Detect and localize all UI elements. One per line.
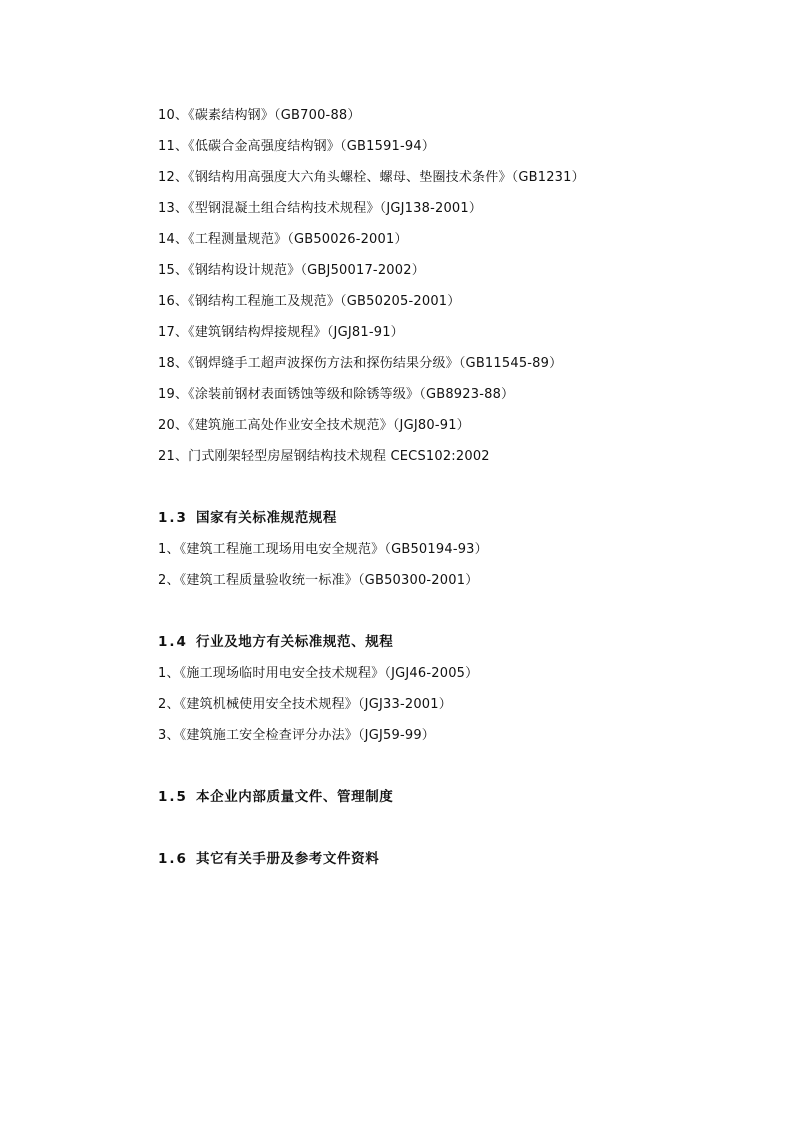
section-heading-1-5 xyxy=(158,782,758,813)
list-item: 13、《型钢混凝土组合结构技术规程》（JGJ138-2001） xyxy=(158,201,483,216)
section-title: 国家有关标准规范规程 xyxy=(196,510,337,526)
list-item: 18、《钢焊缝手工超声波探伤方法和探伤结果分级》（GB11545-89） xyxy=(158,356,563,371)
list-item: 16、《钢结构工程施工及规范》（GB50205-2001） xyxy=(158,294,461,309)
list-item: 11、《低碳合金高强度结构钢》（GB1591-94） xyxy=(158,139,436,154)
standards-list xyxy=(158,100,758,472)
spacer xyxy=(158,596,758,627)
list-item: 1、《建筑工程施工现场用电安全规范》（GB50194-93） xyxy=(158,542,488,557)
list-item: 12、《钢结构用高强度大六角头螺栓、螺母、垫圈技术条件》（GB1231） xyxy=(158,170,585,185)
spacer xyxy=(158,472,758,503)
list-item: 1、《施工现场临时用电安全技术规程》（JGJ46-2005） xyxy=(158,666,479,681)
section-heading-1-3 xyxy=(158,503,758,534)
list-item: 20、《建筑施工高处作业安全技术规范》（JGJ80-91） xyxy=(158,418,470,433)
list-item: 2、《建筑机械使用安全技术规程》（JGJ33-2001） xyxy=(158,697,452,712)
section-number: 1.4 xyxy=(158,634,188,650)
list-item: 14、《工程测量规范》（GB50026-2001） xyxy=(158,232,408,247)
list-item: 15、《钢结构设计规范》（GBJ50017-2002） xyxy=(158,263,425,278)
list-item: 10、《碳素结构钢》（GB700-88） xyxy=(158,108,361,123)
list-item: 2、《建筑工程质量验收统一标准》（GB50300-2001） xyxy=(158,573,479,588)
section-number: 1.3 xyxy=(158,510,188,526)
section-title: 本企业内部质量文件、管理制度 xyxy=(196,789,394,805)
list-item: 21、门式刚架轻型房屋钢结构技术规程 CECS102:2002 xyxy=(158,449,490,464)
section-number: 1.6 xyxy=(158,851,188,867)
spacer xyxy=(158,813,758,844)
document-body xyxy=(158,100,758,875)
list-item: 3、《建筑施工安全检查评分办法》（JGJ59-99） xyxy=(158,728,435,743)
section-heading-1-6 xyxy=(158,844,758,875)
list-item: 19、《涂装前钢材表面锈蚀等级和除锈等级》（GB8923-88） xyxy=(158,387,515,402)
spacer xyxy=(158,751,758,782)
section-title: 其它有关手册及参考文件资料 xyxy=(196,851,380,867)
section-number: 1.5 xyxy=(158,789,188,805)
section-heading-1-4 xyxy=(158,627,758,658)
section-title: 行业及地方有关标准规范、规程 xyxy=(196,634,394,650)
list-item: 17、《建筑钢结构焊接规程》（JGJ81-91） xyxy=(158,325,404,340)
